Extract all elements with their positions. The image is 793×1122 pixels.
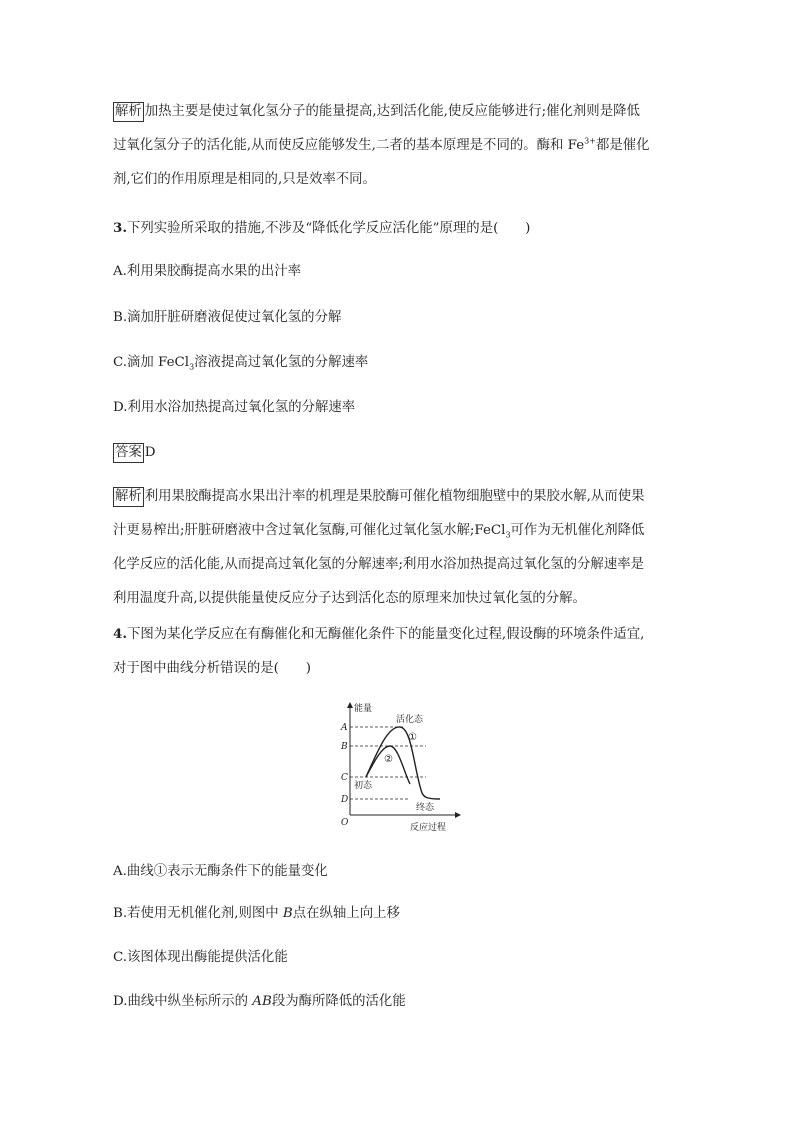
q4-option-b-point: B [282,906,293,921]
q4-option-a: A.曲线①表示无酶条件下的能量变化 [113,864,328,879]
analysis-1-line-1: 加热主要是使过氧化氢分子的能量提高,达到活化能,使反应能够进行;催化剂则是降低 [144,104,640,119]
curve-2 [366,746,410,784]
q3-option-b: B.滴加肝脏研磨液促使过氧化氢的分解 [113,310,342,325]
q3-option-c-post: 溶液提高过氧化氢的分解速率 [194,355,369,370]
q4-option-d-pre: D.曲线中纵坐标所示的 [113,994,253,1009]
initial-state-label: 初态 [354,781,373,791]
analysis-1-line-2b: 都是催化 [595,138,650,153]
activated-state-label: 活化态 [396,715,424,725]
q4-option-b-post: 点在纵轴上向上移 [292,906,400,921]
q3-option-c-sub: 3 [189,362,195,372]
q4-stem-line-2: 对于图中曲线分析错误的是( ) [113,661,311,676]
q3-stem [113,211,685,246]
q4-stem-line-1: 下图为某化学反应在有酶催化和无酶催化条件下的能量变化过程,假设酶的环境条件适宜, [126,627,645,642]
q3-analysis-line-2-sub: 3 [505,530,511,540]
q4-option-d [113,990,685,1014]
q3-analysis-line-3: 化学反应的活化能,从而提高过氧化氢的分解速率;利用水浴加热提高过氧化氢的分解速率是 [113,557,644,572]
q3-answer [113,441,685,465]
curve-2-mark: ② [384,754,393,765]
q4-option-b-pre: B.若使用无机催化剂,则图中 [113,906,283,921]
q3-option-c [113,351,685,375]
analysis-block-1 [113,95,685,197]
q3-option-d: D.利用水浴加热提高过氧化氢的分解速率 [113,400,356,415]
analysis-label: 解析 [113,487,144,507]
origin-label: O [341,818,349,828]
answer-label: 答案 [113,443,144,463]
y-axis-label: 能量 [354,704,373,714]
q3-analysis-line-1: 利用果胶酶提高水果出汁率的机理是果胶酶可催化植物细胞壁中的果胶水解,从而使果 [144,489,645,504]
q3-option-a: A.利用果胶酶提高水果的出汁率 [113,264,302,279]
level-a-label: A [341,723,348,733]
analysis-1-line-2: 过氧化氢分子的活化能,从而使反应能够发生,二者的基本原理是不同的。酶和 Fe [113,138,585,153]
q4-option-b [113,902,685,926]
level-c-label: C [341,773,348,783]
curve-1-mark: ① [408,732,417,743]
analysis-1-line-3: 剂,它们的作用原理是相同的,只是效率不同。 [113,172,376,187]
q4-option-d-post: 段为酶所降低的活化能 [271,994,406,1009]
q3-analysis-line-2-post: 可作为无机催化剂降低 [510,523,645,538]
q4-option-c: C.该图体现出酶能提供活化能 [113,950,288,965]
level-b-label: B [341,742,348,752]
q3-analysis-line-4: 利用温度升高,以提供能量使反应分子达到活化态的原理来加快过氧化氢的分解。 [113,591,586,606]
q3-analysis [113,480,685,616]
q4-option-d-segment: AB [252,994,272,1009]
x-axis-label: 反应过程 [410,823,447,833]
fe-charge: 3+ [584,136,596,146]
q3-number: 3. [113,220,127,236]
energy-diagram [330,700,470,835]
analysis-label: 解析 [113,102,144,122]
q3-option-c-pre: C.滴加 FeCl [113,355,190,370]
q3-stem-text: 下列实验所采取的措施,不涉及“降低化学反应活化能”原理的是( ) [126,221,531,236]
final-state-label: 终态 [416,803,435,813]
q3-answer-value: D [144,445,156,460]
curve-1 [366,727,440,799]
level-d-label: D [341,795,349,805]
q3-analysis-line-2-pre: 汁更易榨出;肝脏研磨液中含过氧化氢酶,可催化过氧化氢水解;FeCl [113,523,506,538]
q4-stem [113,617,685,686]
q4-number: 4. [113,626,127,642]
